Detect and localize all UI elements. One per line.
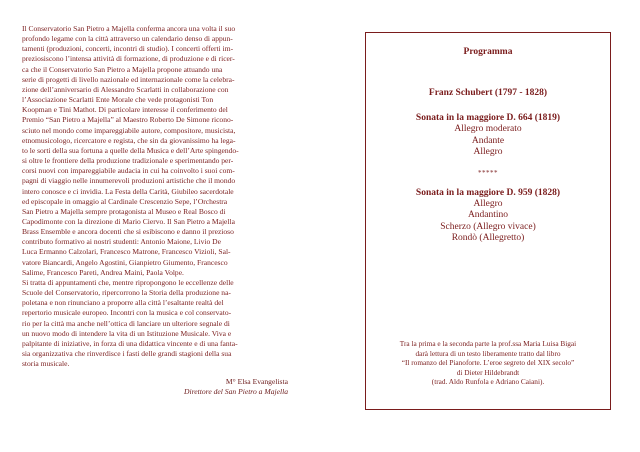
intro-line: storia musicale. [22,359,70,369]
signature [22,377,294,397]
intro-line: un nuovo modo di intendere la vita di un Istituzione Musicale. Viva e [22,328,232,338]
program-page [365,32,611,410]
movement: Allegro [473,198,503,209]
note-line: Tra la prima e la seconda parte la prof.ssa Maria Luisa Bigai [399,339,577,349]
note-line: di Dieter Hildebrandt [456,367,520,377]
intro-line: contributo formativo ai nostri studenti: Antonio Maione, Livio De [22,237,221,247]
intro-line: Brass Ensemble e ancora docenti che si esibiscono e danno il prezioso [22,227,234,237]
intro-line: repertorio musicale europeo. Incontri con la musica e col conservato- [22,308,232,318]
intro-line: ca che il Conservatorio San Pietro a Majella propone attuando una [22,64,223,74]
intro-line: Scuole del Conservatorio, ripercorrono la Storia della produzione na- [22,288,231,298]
intro-line: Capodimonte con la direzione di Mario Ciervo. Il San Pietro a Majella [22,216,235,226]
intro-line: ed episcopale in omaggio al Cardinale Crescenzio Sepe, l’Orchestra [22,196,228,206]
signature-role: Direttore del San Pietro a Majella [184,387,288,397]
sonata-a-movements [366,124,610,159]
note-line: (trad. Aldo Runfola e Adriano Caiani). [431,377,545,387]
sonata-b-movements [366,199,610,245]
intro-line: San Pietro a Majella sempre protagonista al Museo e Real Bosco di [22,206,226,216]
intro-line: intero conosce e ci invidia. La Festa della Carità, Giubileo sacerdotale [22,186,234,196]
reading-note [366,339,610,387]
intro-line: sciuto nel mondo come impareggiabile autore, compositore, musicista, [22,125,236,135]
intro-line: Il Conservatorio San Pietro a Majella conferma ancora una volta il suo [22,24,236,33]
program-title: Programma [463,47,513,57]
separator: ***** [478,168,498,177]
movement: Allegro [473,147,503,157]
intro-line: palpitante di iniziative, in forza di una didattica vincente e di una fanta- [22,338,238,348]
intro-line: to le sorti della sua fortuna a quelle della Musica e dell’Arte spingendo- [22,145,239,155]
intro-line: poletana e non rinunciano a proporre alla città l’esaltante realtà del [22,298,224,308]
movement: Allegro moderato [454,124,522,134]
movement: Andante [471,135,505,146]
left-page [22,24,294,397]
sonata-a-title: Sonata in la maggiore D. 664 (1819) [415,113,561,123]
intro-line: corsi nuovi con impareggiabile audacia in cui ha coinvolto i suoi com- [22,166,235,176]
movement: Andantino [467,210,509,220]
movement: Scherzo (Allegro vivace) [440,221,536,232]
intro-line: pagni di viaggio nelle innumerevoli produzioni artistiche che il mondo [22,176,236,186]
intro-line: zione dell’anniversario di Alessandro Scarlatti in collaborazione con [22,84,229,94]
movement: Rondò (Allegretto) [451,233,525,243]
intro-line: Premio “San Pietro a Majella” al Maestro Roberto De Simone ricono- [22,115,234,125]
intro-line: Luca Ermanno Calzolari, Francesco Matrone, Francesco Vizioli, Sal- [22,247,231,257]
intro-line: preziosiscono l’intensa attività di formazione, di produzione e di ricer- [22,54,235,64]
note-line: darà lettura di un testo liberamente tratto dal libro [415,348,561,358]
intro-line: Si tratta di appuntamenti che, mentre ripropongono le eccellenze delle [22,277,234,287]
sonata-b-title: Sonata in la maggiore D. 959 (1828) [415,187,561,198]
intro-line: l’Associazione Scarlatti Ente Morale che vede protagonisti Ton [22,95,214,105]
intro-line: vatore Biancardi, Angelo Agostini, Gianpietro Giumento, Francesco [22,257,228,267]
intro-line: Salime, Francesco Pareti, Andrea Maini, Paola Volpe. [22,267,184,277]
intro-line: tamenti (produzioni, concerti, incontri di studio). I concerti offerti im- [22,44,234,54]
intro-line: serie di progetti di livello nazionale ed internazionale come la celebra- [22,74,235,84]
intro-line: si oltre le frontiere della produzione tradizionale e sperimentando per- [22,156,234,166]
note-line: “Il romanzo del Pianoforte. L’eroe segreto del XIX secolo” [401,358,575,368]
intro-line: sia organizzativa che rinverdisce i fasti delle grandi stagioni della sua [22,349,232,358]
intro-line: Koopman e Tini Mathot. Di particolare interesse il conferimento del [22,105,228,115]
composer: Franz Schubert (1797 - 1828) [428,88,548,98]
signature-name: M° Elsa Evangelista [225,377,288,387]
intro-text [22,24,294,369]
intro-line: profondo legame con la città attraverso un calendario denso di appun- [22,34,233,44]
intro-line: etnomusicologo, ricercatore e regista, che sin da giovanissimo ha lega- [22,135,236,145]
intro-line: rio per la città ma anche nell’ottica di lanciare un ulteriore segnale di [22,318,230,328]
